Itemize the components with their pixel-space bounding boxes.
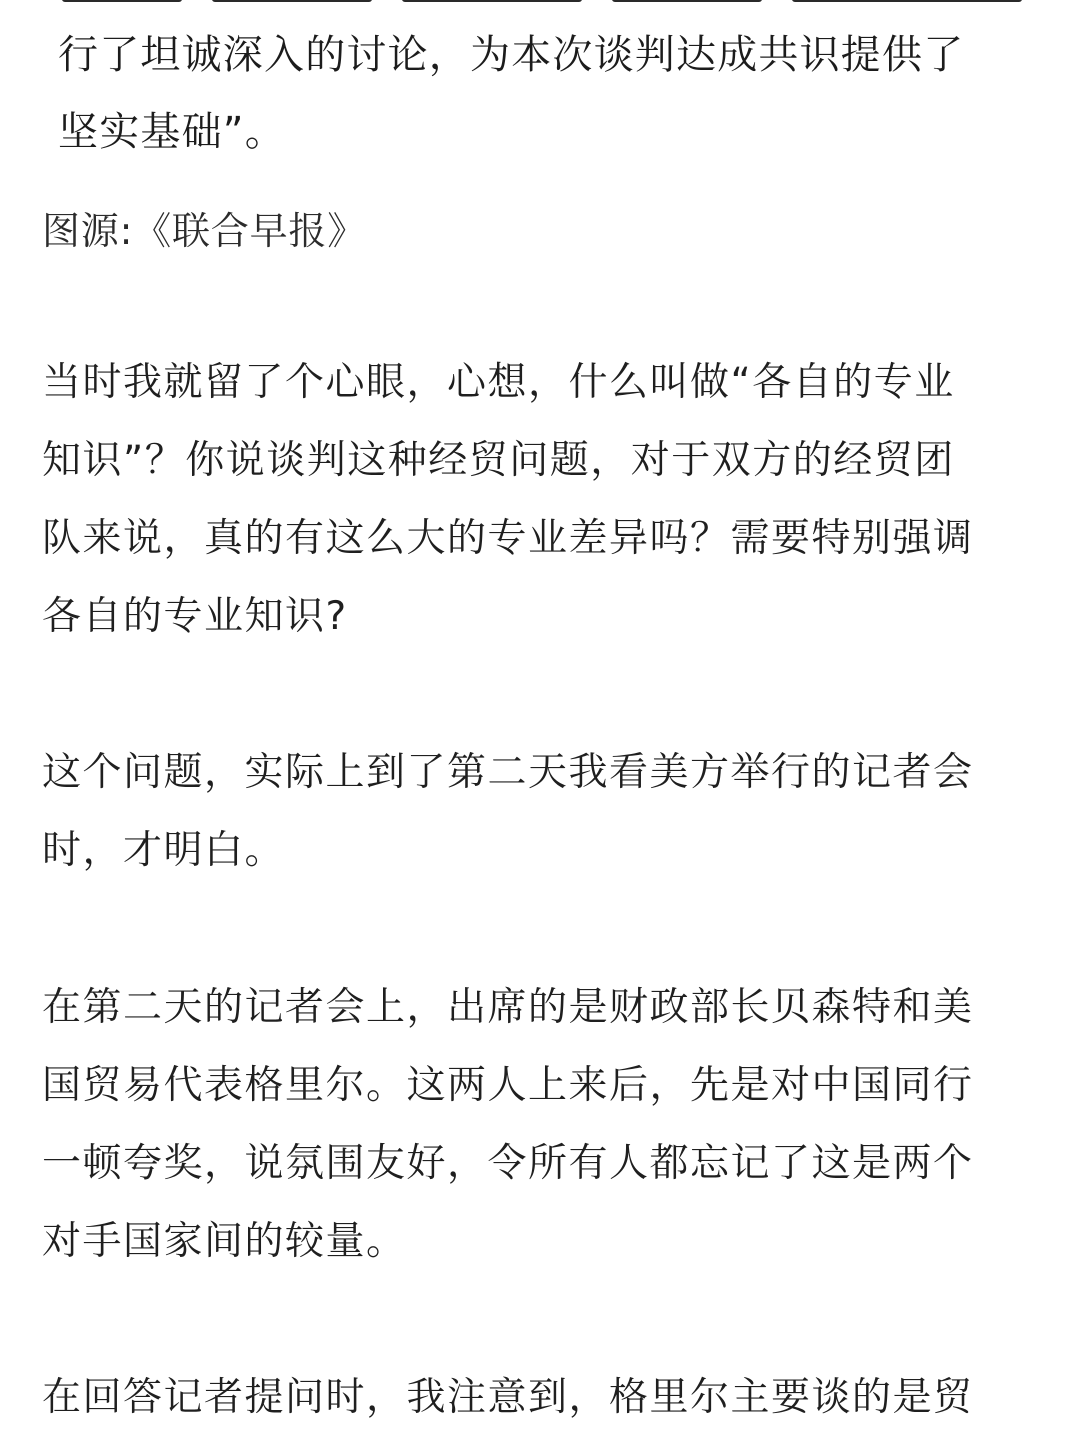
paragraph-line: 对手国家间的较量。 (42, 1219, 407, 1264)
paragraph-line: 各自的专业知识? (42, 594, 348, 639)
paragraph-line: 时，才明白。 (42, 828, 286, 873)
paragraph-line: 知识”？你说谈判这种经贸问题，对于双方的经贸团 (42, 438, 955, 483)
paragraph-line: 队来说，真的有这么大的专业差异吗？需要特别强调 (42, 516, 974, 561)
paragraph-line: 在第二天的记者会上，出席的是财政部长贝森特和美 (42, 985, 974, 1030)
paragraph-line: 这个问题，实际上到了第二天我看美方举行的记者会 (42, 750, 974, 795)
paragraph-line: 在回答记者提问时，我注意到，格里尔主要谈的是贸 (42, 1375, 974, 1420)
image-caption: 图源:《联合早报》 (42, 209, 367, 253)
quote-line: 坚实基础”。 (58, 109, 286, 155)
paragraph (42, 1373, 1042, 1451)
paragraph-line: 国贸易代表格里尔。这两人上来后，先是对中国同行 (42, 1063, 974, 1108)
paragraph-line: 一顿夸奖，说氛围友好，令所有人都忘记了这是两个 (42, 1141, 974, 1186)
quote-line: 行了坦诚深入的讨论，为本次谈判达成共识提供了 (58, 32, 965, 78)
cut-off-text-line (42, 0, 1042, 14)
quote-block (42, 30, 1042, 184)
paragraph (42, 358, 1042, 670)
paragraph-line: 当时我就留了个心眼，心想，什么叫做“各自的专业 (42, 360, 955, 405)
paragraph (42, 983, 1042, 1295)
paragraph (42, 748, 1042, 904)
